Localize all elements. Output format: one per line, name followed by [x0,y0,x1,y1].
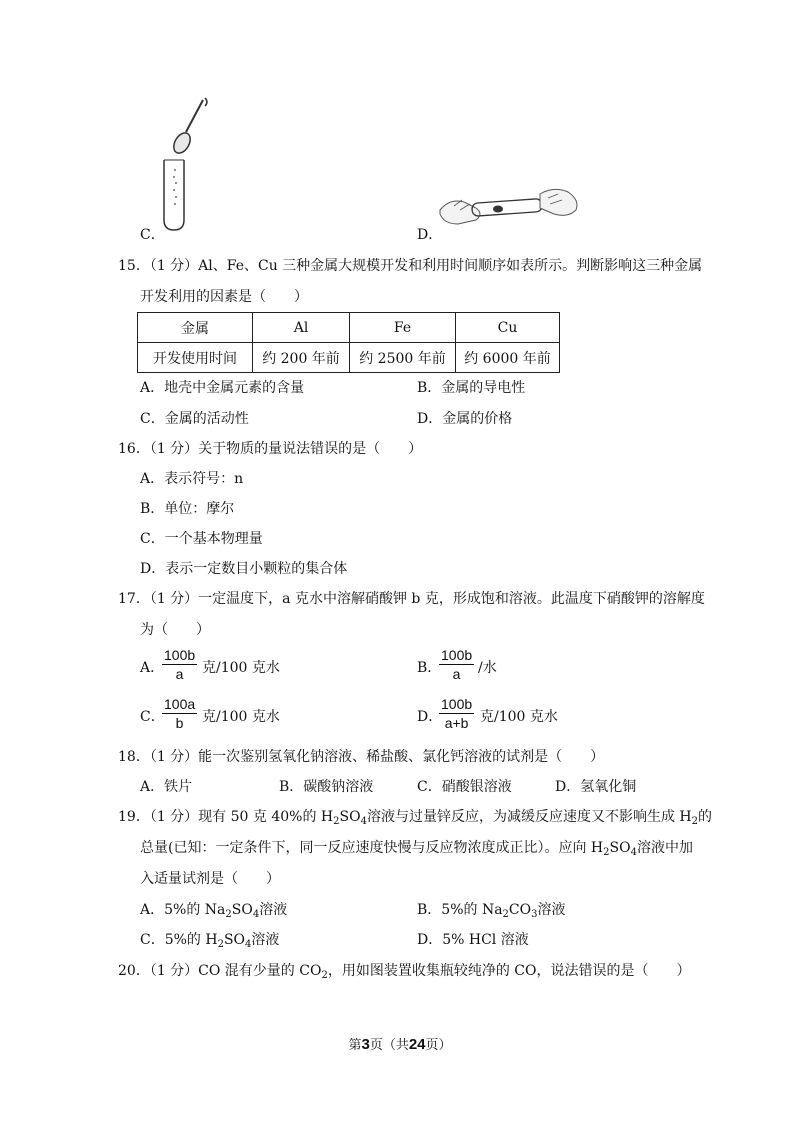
q15-stem-line2: 开发利用的因素是（ ） [140,289,308,305]
q16-option-b: B．单位：摩尔 [140,501,235,517]
q19-option-a: A．5%的 $Na_2SO_4$溶液 [140,902,288,920]
option-d-label: D． [417,227,443,243]
q17-option-a-fraction [162,646,197,683]
table-cell: Al [253,313,350,343]
q18-option-c: C．硝酸银溶液 [417,779,512,795]
fraction-numerator: 100b [441,696,473,712]
q15-option-a: A．地壳中金属元素的含量 [140,380,305,396]
q15-stem-line1: 15．（1 分）Al、Fe、Cu 三种金属大规模开发和利用时间顺序如表所示。判断影响这三种金属 [118,258,703,274]
q19-option-d: D．5% HCl 溶液 [417,932,529,948]
fraction-denominator: a [175,666,184,682]
q15-option-b: B．金属的导电性 [417,380,526,396]
fraction-numerator: 100a [164,696,196,712]
q19-option-c: C．5%的 $H_2SO_4$溶液 [140,932,280,950]
hands-test-tube-figure [436,184,582,234]
fraction-denominator: a [452,666,461,682]
q17-option-d-fraction [439,695,474,732]
page-number: 3 [361,1036,370,1053]
q20-stem: 20．（1 分）CO 混有少量的 $CO_2$，用如图装置收集瓶较纯净的 CO，说法错误的是（ ） [118,963,691,981]
option-c-label: C． [140,227,165,243]
table-cell: 开发使用时间 [138,343,253,373]
q16-stem: 16．（1 分）关于物质的量说法错误的是（ ） [118,441,423,457]
spoon-test-tube-icon [158,96,218,234]
table-row [138,343,560,373]
table-cell: 约 2500 年前 [350,343,456,373]
q18-stem: 18．（1 分）能一次鉴别氢氧化钠溶液、稀盐酸、氯化钙溶液的试剂是（ ） [118,749,605,765]
q15-option-d: D．金属的价格 [417,411,513,427]
q17-option-b-letter: B． [417,660,442,676]
table-row [138,313,560,343]
fraction-numerator: 100b [441,647,473,663]
q17-option-c-letter: C． [140,709,165,725]
q18-option-a: A．铁片 [140,779,193,795]
q17-stem-line1: 17．（1 分）一定温度下，a 克水中溶解硝酸钾 b 克，形成饱和溶液。此温度下硝酸钾的溶解度 [118,591,705,607]
table-cell: Fe [350,313,456,343]
q17-option-a-letter: A． [140,660,165,676]
table-cell: 约 200 年前 [253,343,350,373]
q19-option-b: B．5%的 $Na_2CO_3$溶液 [417,902,566,920]
q17-option-b-fraction [439,646,474,683]
total-pages: 24 [408,1036,426,1053]
q17-option-b-unit: /水 [478,660,497,676]
fraction-numerator: 100b [164,647,196,663]
hands-holding-test-tube-icon [436,184,582,230]
spoon-test-tube-figure [158,96,218,238]
page-footer: 第3页（共24页） [348,1036,452,1053]
table-cell: 约 6000 年前 [456,343,560,373]
q17-option-c-unit: 克/100 克水 [202,709,280,725]
q16-option-a: A．表示符号：n [140,471,244,487]
fraction-denominator: b [175,715,184,731]
q17-option-d-unit: 克/100 克水 [480,709,558,725]
q15-option-c: C．金属的活动性 [140,411,249,427]
fraction-denominator: a+b [444,715,469,731]
q17-option-c-fraction [162,695,197,732]
table-cell: 金属 [138,313,253,343]
q19-stem-line3: 入适量试剂是（ ） [140,871,280,887]
q17-option-a-unit: 克/100 克水 [202,660,280,676]
q17-stem-line2: 为（ ） [140,622,210,638]
q19-stem-line2: 总量(已知：一定条件下，同一反应速度快慢与反应物浓度成正比）。应向 $H_2SO_4$溶液中加 [140,840,693,858]
q18-option-d: D．氢氧化铜 [555,779,637,795]
q19-stem-line1: 19．（1 分）现有 50 克 40%的 $H_2SO_4$溶液与过量锌反应，为减缓反应速度又不影响生成 $H_2$的 [118,809,712,827]
q16-option-c: C．一个基本物理量 [140,531,263,547]
table-cell: Cu [456,313,560,343]
q18-option-b: B．碳酸钠溶液 [279,779,374,795]
q16-option-d: D．表示一定数目小颗粒的集合体 [140,561,348,577]
metal-table [137,312,560,373]
q17-option-d-letter: D． [417,709,443,725]
